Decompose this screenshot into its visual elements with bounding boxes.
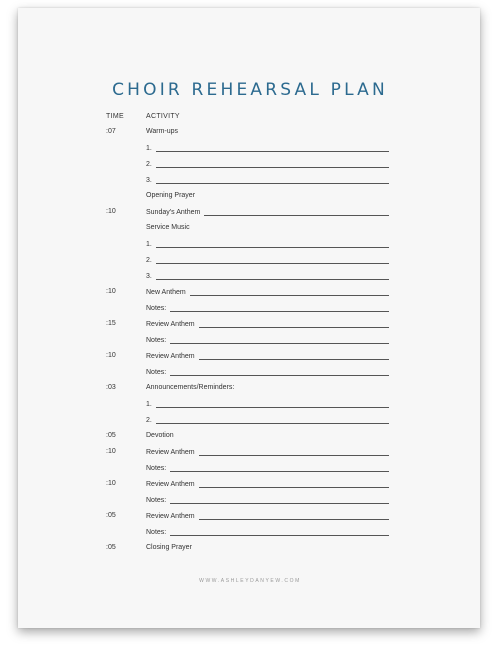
time-value: :07 xyxy=(106,128,116,135)
write-in-line[interactable] xyxy=(170,528,389,536)
write-in-line[interactable] xyxy=(156,240,389,248)
activity-label: 3. xyxy=(146,273,152,280)
activity-label: 1. xyxy=(146,241,152,248)
write-in-line[interactable] xyxy=(156,400,389,408)
activity-label: New Anthem xyxy=(146,289,186,296)
time-value: :10 xyxy=(106,352,116,359)
footer-url: WWW.ASHLEYDANYEW.COM xyxy=(199,578,301,584)
activity-cell xyxy=(146,320,389,328)
activity-label: Review Anthem xyxy=(146,513,195,520)
activity-label: 2. xyxy=(146,417,152,424)
activity-cell xyxy=(146,208,389,216)
write-in-line[interactable] xyxy=(156,160,389,168)
activity-cell xyxy=(146,400,389,408)
plan-row xyxy=(0,512,500,524)
plan-row xyxy=(0,448,500,460)
plan-row xyxy=(0,256,500,268)
activity-label: 1. xyxy=(146,145,152,152)
plan-row xyxy=(0,160,500,172)
activity-cell xyxy=(146,352,389,360)
write-in-line[interactable] xyxy=(204,208,389,216)
plan-row xyxy=(0,496,500,508)
time-value: :10 xyxy=(106,288,116,295)
activity-cell xyxy=(146,304,389,312)
time-value: :10 xyxy=(106,448,116,455)
activity-label: Review Anthem xyxy=(146,321,195,328)
activity-cell xyxy=(146,480,389,488)
time-value: :05 xyxy=(106,544,116,551)
activity-label: Notes: xyxy=(146,369,167,376)
activity-cell xyxy=(146,288,389,296)
write-in-line[interactable] xyxy=(156,416,389,424)
activity-label: Closing Prayer xyxy=(146,544,192,551)
write-in-line[interactable] xyxy=(170,464,389,472)
activity-label: Devotion xyxy=(146,432,174,439)
plan-row xyxy=(0,416,500,428)
write-in-line[interactable] xyxy=(190,288,389,296)
plan-row xyxy=(0,192,500,204)
activity-label: Opening Prayer xyxy=(146,192,196,199)
write-in-line[interactable] xyxy=(156,144,389,152)
activity-label: Review Anthem xyxy=(146,481,195,488)
activity-label: 1. xyxy=(146,401,152,408)
activity-cell xyxy=(146,528,389,536)
activity-cell xyxy=(146,544,389,551)
activity-cell xyxy=(146,368,389,376)
write-in-line[interactable] xyxy=(199,512,389,520)
activity-cell xyxy=(146,336,389,344)
plan-row xyxy=(0,128,500,140)
time-value: :03 xyxy=(106,384,116,391)
time-value: :05 xyxy=(106,432,116,439)
time-value: :10 xyxy=(106,480,116,487)
activity-label: Review Anthem xyxy=(146,353,195,360)
activity-label: Warm-ups xyxy=(146,128,179,135)
activity-label: Notes: xyxy=(146,305,167,312)
plan-row xyxy=(0,432,500,444)
activity-cell xyxy=(146,176,389,184)
page-title: CHOIR REHEARSAL PLAN xyxy=(112,80,388,100)
time-column-header: TIME xyxy=(106,113,124,120)
write-in-line[interactable] xyxy=(170,368,389,376)
activity-cell xyxy=(146,384,389,391)
write-in-line[interactable] xyxy=(170,496,389,504)
plan-row xyxy=(0,224,500,236)
activity-label: Notes: xyxy=(146,465,167,472)
write-in-line[interactable] xyxy=(156,256,389,264)
activity-label: Notes: xyxy=(146,497,167,504)
activity-cell xyxy=(146,432,389,439)
activity-label: Sunday’s Anthem xyxy=(146,209,201,216)
activity-label: Notes: xyxy=(146,529,167,536)
plan-row xyxy=(0,240,500,252)
plan-row xyxy=(0,400,500,412)
activity-cell xyxy=(146,144,389,152)
write-in-line[interactable] xyxy=(156,176,389,184)
activity-cell xyxy=(146,224,389,231)
activity-cell xyxy=(146,464,389,472)
plan-row xyxy=(0,304,500,316)
plan-row xyxy=(0,464,500,476)
activity-cell xyxy=(146,256,389,264)
activity-cell xyxy=(146,496,389,504)
plan-row xyxy=(0,336,500,348)
activity-column-header: ACTIVITY xyxy=(146,113,180,120)
activity-cell xyxy=(146,192,389,199)
activity-label: 2. xyxy=(146,161,152,168)
plan-row xyxy=(0,176,500,188)
plan-row xyxy=(0,208,500,220)
plan-row xyxy=(0,384,500,396)
activity-cell xyxy=(146,128,389,135)
plan-row xyxy=(0,480,500,492)
write-in-line[interactable] xyxy=(170,304,389,312)
time-value: :10 xyxy=(106,208,116,215)
activity-cell xyxy=(146,160,389,168)
plan-row xyxy=(0,272,500,284)
activity-cell xyxy=(146,448,389,456)
write-in-line[interactable] xyxy=(199,480,389,488)
activity-cell xyxy=(146,416,389,424)
write-in-line[interactable] xyxy=(156,272,389,280)
activity-label: Review Anthem xyxy=(146,449,195,456)
write-in-line[interactable] xyxy=(199,352,389,360)
time-value: :05 xyxy=(106,512,116,519)
activity-cell xyxy=(146,512,389,520)
plan-row xyxy=(0,144,500,156)
activity-cell xyxy=(146,240,389,248)
activity-cell xyxy=(146,272,389,280)
plan-row xyxy=(0,368,500,380)
time-value: :15 xyxy=(106,320,116,327)
activity-label: 3. xyxy=(146,177,152,184)
activity-label: Announcements/Reminders: xyxy=(146,384,235,391)
activity-label: Notes: xyxy=(146,337,167,344)
plan-row xyxy=(0,288,500,300)
plan-row xyxy=(0,544,500,556)
write-in-line[interactable] xyxy=(199,448,389,456)
activity-label: 2. xyxy=(146,257,152,264)
write-in-line[interactable] xyxy=(199,320,389,328)
plan-row xyxy=(0,528,500,540)
plan-row xyxy=(0,320,500,332)
plan-row xyxy=(0,352,500,364)
write-in-line[interactable] xyxy=(170,336,389,344)
activity-label: Service Music xyxy=(146,224,190,231)
